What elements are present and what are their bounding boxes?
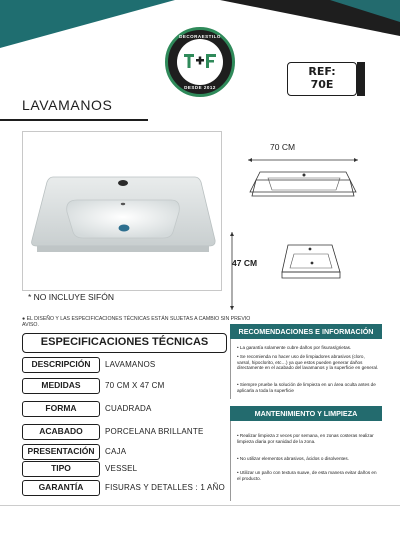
spec-value: 70 CM X 47 CM [105, 381, 165, 390]
width-dimension-label: 70 CM [270, 142, 296, 152]
spec-label: PRESENTACIÓN [22, 444, 100, 460]
maintenance-item: • Utilizar un paño con textura suave, de esta manera evitar daños en el producto. [237, 470, 377, 481]
ref-accent-bar [357, 62, 365, 96]
logo-inner [177, 39, 223, 85]
maintenance-text: Utilizar un paño con textura suave, de esta manera evitar daños en el producto. [237, 470, 377, 481]
spec-value: CUADRADA [105, 404, 152, 413]
height-dimension-label: 47 CM [232, 258, 258, 268]
ref-value: 70E [310, 78, 334, 91]
spec-label: GARANTÍA [22, 480, 100, 496]
spec-label: TIPO [22, 461, 100, 477]
logo-bottom-text: DESDE 2012 [184, 85, 216, 90]
recommendation-text: Siempre pruebe la solución de limpieza en un área oculta antes de aplicarla a toda la superficie [237, 382, 376, 393]
logo-top-text: DECORAESTILO [179, 34, 221, 39]
recommendation-item: • La garantía solamente cubre daños por fisuras/grietas. [237, 345, 352, 350]
specs-title: ESPECIFICACIONES TÉCNICAS [22, 333, 227, 353]
recommendations-header: RECOMENDACIONES E INFORMACIÓN [230, 324, 382, 339]
maintenance-item: • Realizar limpieza 2 veces por semana, en zonas costeras realizar limpieza diaria por sanidad de la zona. [237, 433, 374, 444]
spec-label: ACABADO [22, 424, 100, 440]
title-underline [0, 119, 148, 121]
recommendation-text: La garantía solamente cubre daños por fisuras/grietas. [239, 345, 352, 350]
page-title: LAVAMANOS [22, 97, 113, 113]
spec-value: FISURAS Y DETALLES : 1 AÑO [105, 483, 225, 492]
brand-logo [165, 27, 235, 97]
maintenance-text: Realizar limpieza 2 veces por semana, en zonas costeras realizar limpieza diaria por sanidad de la zona. [237, 433, 374, 444]
ref-label: REF: [308, 65, 336, 78]
maintenance-body [230, 421, 382, 501]
spec-label: DESCRIPCIÓN [22, 357, 100, 373]
footer-divider [0, 505, 400, 506]
sink-photo-illustration [23, 132, 223, 292]
change-notice-text: EL DISEÑO Y LAS ESPECIFICACIONES TÉCNICAS ESTÁN SUJETAS A CAMBIO SIN PREVIO AVISO. [22, 316, 251, 329]
recommendations-body [230, 339, 382, 399]
recommendation-item: • Se recomienda no hacer uso de limpiadores abrasivos (cloro, varsol, hipoclorito, etc…) ya que estos pueden generar daños directamente en el acabado del lavamanos y la superficie en general. [237, 354, 379, 371]
spec-value: PORCELANA BRILLANTE [105, 427, 204, 436]
maintenance-header: MANTENIMIENTO Y LIMPIEZA [230, 406, 382, 421]
no-sifon-note: * NO INCLUYE SIFÓN [28, 292, 114, 302]
change-notice: ● EL DISEÑO Y LAS ESPECIFICACIONES TÉCNICAS ESTÁN SUJETAS A CAMBIO SIN PREVIO AVISO. [22, 316, 251, 329]
maintenance-text: No utilizar elementos abrasivos, ácidos o disolventes. [239, 456, 349, 461]
recommendation-text: Se recomienda no hacer uso de limpiadores abrasivos (cloro, varsol, hipoclorito, etc…) ya que estos pueden generar daños directamente en el acabado del lavamanos y la superficie en general. [237, 354, 379, 371]
recommendation-item: • Siempre pruebe la solución de limpieza en un área oculta antes de aplicarla a toda la superficie [237, 382, 376, 393]
product-photo [22, 131, 222, 291]
spec-label: FORMA [22, 401, 100, 417]
spec-label: MEDIDAS [22, 378, 100, 394]
reference-box [287, 62, 357, 96]
maintenance-item: • No utilizar elementos abrasivos, ácidos o disolventes. [237, 456, 349, 461]
spec-value: VESSEL [105, 464, 138, 473]
logo-mark-icon [182, 50, 218, 74]
spec-value: CAJA [105, 447, 127, 456]
spec-value: LAVAMANOS [105, 360, 156, 369]
